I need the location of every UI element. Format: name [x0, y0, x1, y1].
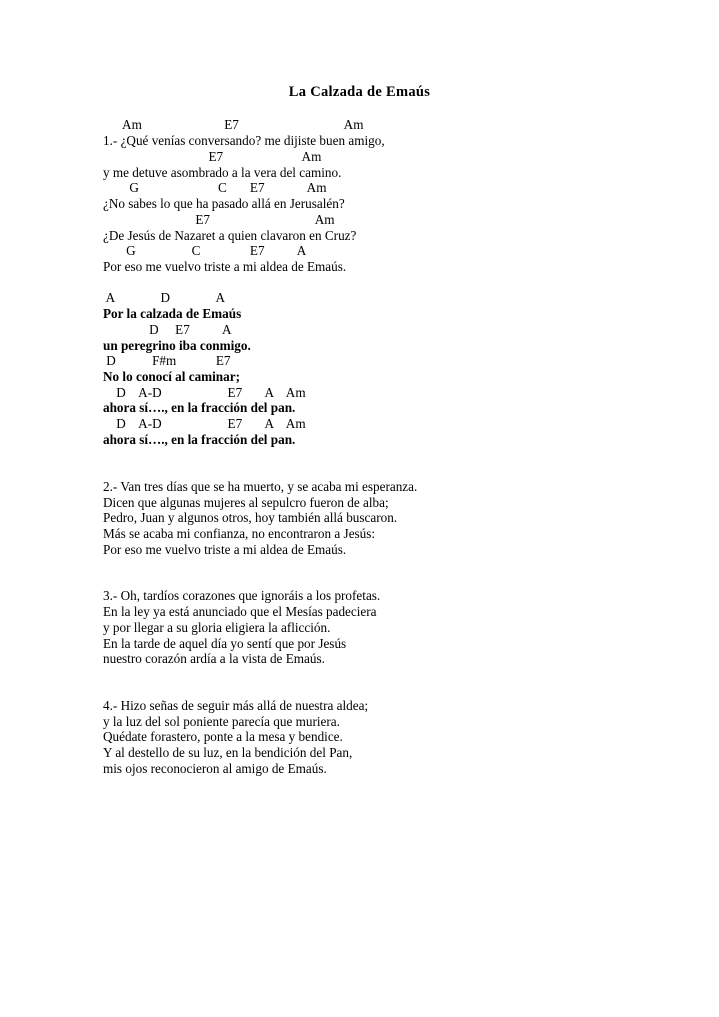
chord-line: E7 Am: [103, 149, 322, 164]
lyric-line: y por llegar a su gloria eligiera la aflicción.: [103, 620, 331, 635]
chord-line: G C E7 A: [103, 243, 307, 258]
chord-line: E7 Am: [103, 212, 335, 227]
lyric-line: 2.- Van tres días que se ha muerto, y se acaba mi esperanza.: [103, 479, 418, 494]
chord-line: Am E7 Am: [103, 117, 364, 132]
lyric-line: Quédate forastero, ponte a la mesa y bendice.: [103, 729, 343, 744]
chord-line: D A-D E7 A Am: [103, 416, 306, 431]
lyric-line: y la luz del sol poniente parecía que muriera.: [103, 714, 340, 729]
chord-line: D F#m E7: [103, 353, 231, 368]
lyric-line: ¿No sabes lo que ha pasado allá en Jerusalén?: [103, 196, 345, 211]
chord-line: A D A: [103, 290, 225, 305]
lyric-line: Y al destello de su luz, en la bendición del Pan,: [103, 745, 353, 760]
song-title: La Calzada de Emaús: [288, 84, 431, 100]
chorus-line: ahora sí…., en la fracción del pan.: [103, 432, 296, 447]
chorus-line: ahora sí…., en la fracción del pan.: [103, 400, 296, 415]
lyric-line: 4.- Hizo señas de seguir más allá de nuestra aldea;: [103, 698, 369, 713]
lyric-line: En la tarde de aquel día yo sentí que por Jesús: [103, 636, 347, 651]
lyric-line: Por eso me vuelvo triste a mi aldea de Emaús.: [103, 542, 347, 557]
chord-line: G C E7 Am: [103, 180, 327, 195]
chord-line: D A-D E7 A Am: [103, 385, 306, 400]
lyric-line: nuestro corazón ardía a la vista de Emaús.: [103, 651, 325, 666]
chorus-line: Por la calzada de Emaús: [103, 306, 242, 321]
lyric-line: ¿De Jesús de Nazaret a quien clavaron en Cruz?: [103, 228, 357, 243]
lyric-line: Más se acaba mi confianza, no encontraron a Jesús:: [103, 526, 376, 541]
lyric-line: Pedro, Juan y algunos otros, hoy también allá buscaron.: [103, 510, 398, 525]
chorus-line: un peregrino iba conmigo.: [103, 338, 251, 353]
lyric-line: En la ley ya está anunciado que el Mesías padeciera: [103, 604, 377, 619]
lyric-line: Por eso me vuelvo triste a mi aldea de Emaús.: [103, 259, 347, 274]
lyric-line: 3.- Oh, tardíos corazones que ignoráis a los profetas.: [103, 588, 381, 603]
lyric-line: 1.- ¿Qué venías conversando? me dijiste buen amigo,: [103, 133, 385, 148]
chorus-line: No lo conocí al caminar;: [103, 369, 240, 384]
lyric-line: y me detuve asombrado a la vera del camino.: [103, 165, 342, 180]
lyric-line: Dicen que algunas mujeres al sepulcro fueron de alba;: [103, 495, 389, 510]
lyric-line: mis ojos reconocieron al amigo de Emaús.: [103, 761, 327, 776]
chord-line: D E7 A: [103, 322, 232, 337]
